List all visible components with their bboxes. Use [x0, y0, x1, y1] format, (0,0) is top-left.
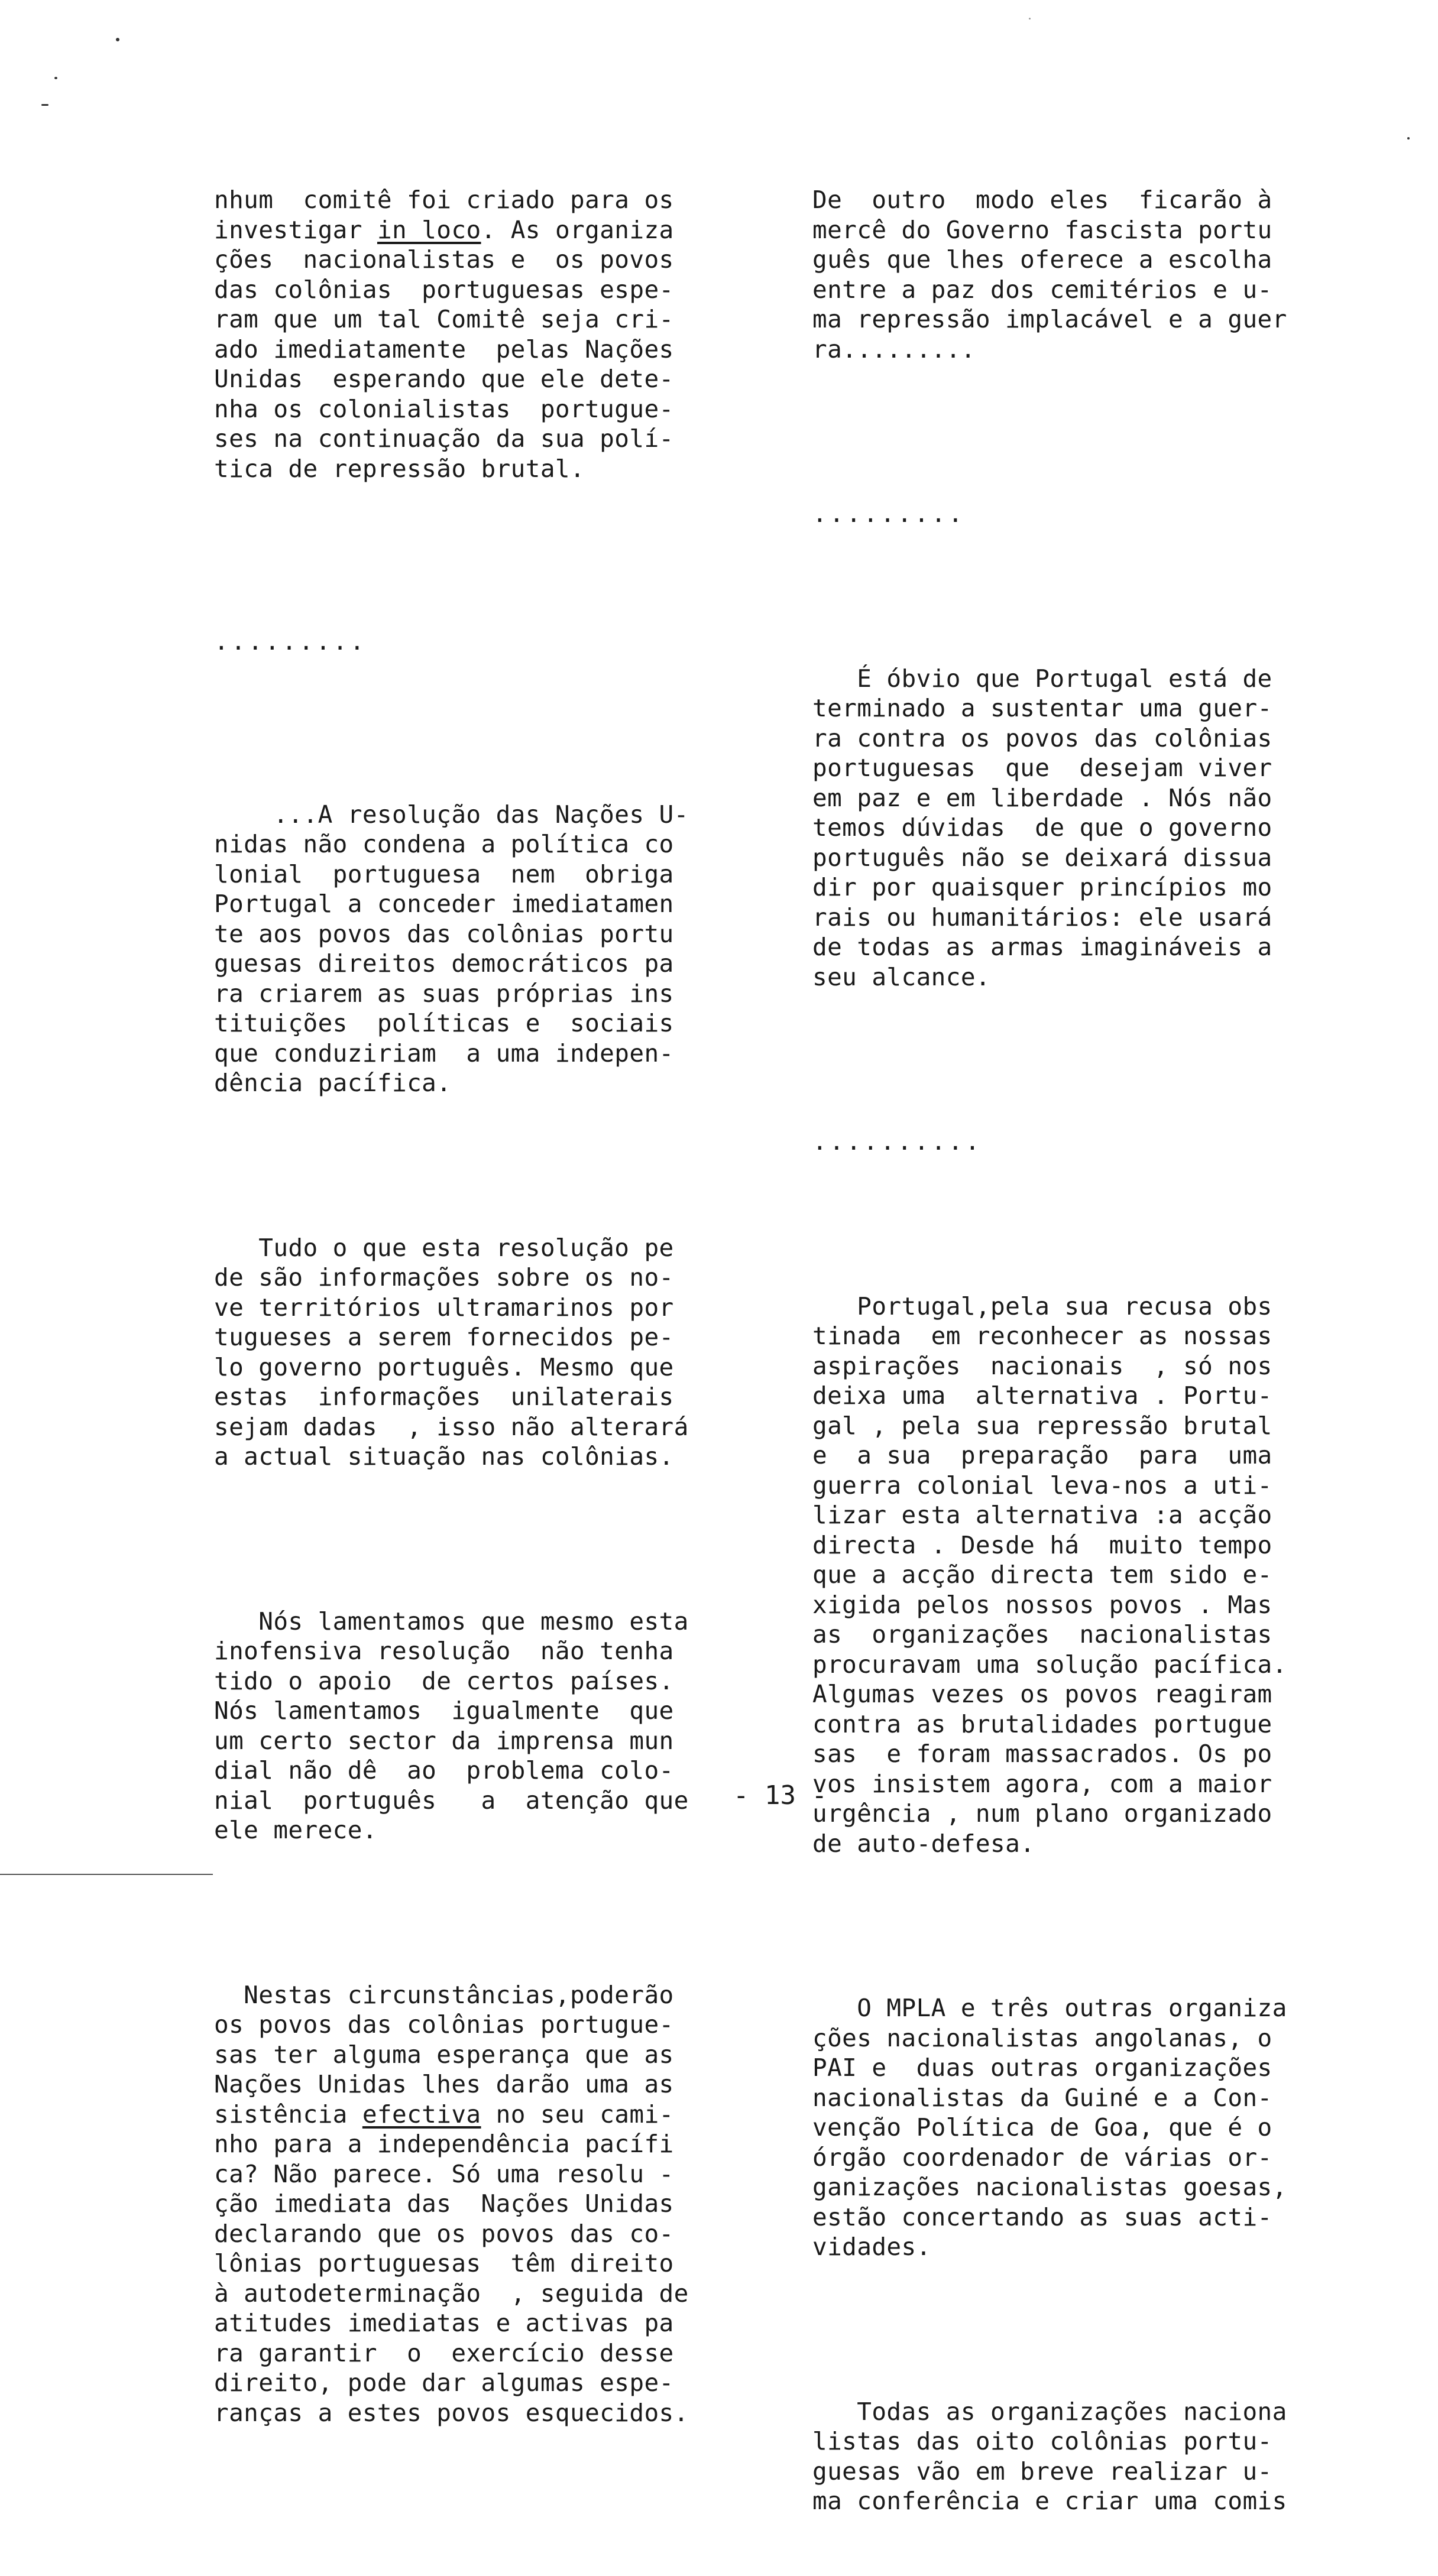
right-paragraph-3 [812, 1292, 1374, 1859]
text-line: ca? Não parece. Só uma resolu - [214, 2159, 674, 2188]
left-paragraph-5 [214, 1980, 776, 2428]
text-line: te aos povos das colônias portu [214, 919, 674, 948]
text-line: as organizações nacionalistas [812, 1620, 1272, 1649]
text-line: os povos das colônias portugue- [214, 2010, 674, 2039]
text-line: de auto-defesa. [812, 1829, 1035, 1858]
text-line: à autodeterminação , seguida de [214, 2279, 689, 2308]
text-line: rais ou humanitários: ele usará [812, 903, 1272, 932]
text-line: estas informações unilaterais [214, 1383, 674, 1411]
scan-speck [1029, 18, 1031, 20]
text-line: ções nacionalistas e os povos [214, 245, 674, 274]
underlined-term: efectiva [362, 2100, 481, 2129]
text-line: nhum comitê foi criado para os [214, 186, 674, 214]
text-line: das colônias portuguesas espe- [214, 275, 674, 304]
text-line: urgência , num plano organizado [812, 1799, 1272, 1828]
text-line: ganizações nacionalistas goesas, [812, 2173, 1287, 2201]
left-column [214, 125, 776, 2487]
ellipsis-separator: ......... [812, 499, 966, 528]
text-line: vidades. [812, 2233, 931, 2261]
underlined-term: in loco [377, 215, 481, 244]
text-line: ...A resolução das Nações U- [214, 800, 689, 829]
text-line: estão concertando as suas acti- [812, 2202, 1272, 2231]
text-line: Unidas esperando que ele dete- [214, 365, 674, 393]
text-line: tinada em reconhecer as nossas [812, 1322, 1272, 1350]
text-line: tido o apoio de certos países. [214, 1666, 674, 1695]
text-line: que conduziriam a uma indepen- [214, 1039, 674, 1068]
right-paragraph-2 [812, 664, 1374, 992]
text-line: lo governo português. Mesmo que [214, 1352, 674, 1381]
text-line: tica de repressão brutal. [214, 454, 585, 483]
left-paragraph-2 [214, 800, 776, 1098]
text-line: atitudes imediatas e activas pa [214, 2309, 674, 2337]
text-line: sejam dadas , isso não alterará [214, 1412, 689, 1441]
scan-edge-line [0, 1874, 213, 1875]
text-line: nidas não condena a política co [214, 830, 674, 858]
page-number: - 13 - [733, 1780, 827, 1811]
text-line: venção Política de Goa, que é o [812, 2113, 1272, 2142]
text-line: contra as brutalidades portugue [812, 1709, 1272, 1738]
text-line: e a sua preparação para uma [812, 1441, 1272, 1469]
ellipsis-separator: ......... [214, 627, 367, 656]
text-line: lônias portuguesas têm direito [214, 2249, 674, 2277]
text-line: lonial portuguesa nem obriga [214, 859, 674, 888]
text-line: ra......... [812, 335, 976, 364]
text-line: O MPLA e três outras organiza [812, 1994, 1287, 2022]
text-line: ses na continuação da sua polí- [214, 424, 674, 453]
text-line: ção imediata das Nações Unidas [214, 2189, 674, 2218]
text-line: dência pacífica. [214, 1069, 452, 1097]
text-line: guês que lhes oferece a escolha [812, 245, 1272, 274]
text-line: ma repressão implacável e a guer [812, 305, 1287, 333]
text-line: deixa uma alternativa . Portu- [812, 1381, 1272, 1410]
text-line: aspirações nacionais , só nos [812, 1351, 1272, 1380]
text-line: guesas direitos democráticos pa [214, 949, 674, 978]
text-line: ções nacionalistas angolanas, o [812, 2023, 1272, 2052]
text-line: terminado a sustentar uma guer- [812, 694, 1272, 722]
text-line: dir por quaisquer princípios mo [812, 873, 1272, 901]
scan-speck [54, 77, 57, 79]
text-line: direito, pode dar algumas espe- [214, 2369, 674, 2397]
text-line [214, 2100, 776, 2130]
text-line: inofensiva resolução não tenha [214, 1637, 674, 1665]
text-line [214, 215, 776, 245]
text-line: xigida pelos nossos povos . Mas [812, 1590, 1272, 1619]
scan-speck [116, 38, 119, 41]
text-fragment: no seu cami- [481, 2100, 674, 2129]
text-line: tugueses a serem fornecidos pe- [214, 1323, 674, 1351]
text-line: Nações Unidas lhes darão uma as [214, 2070, 674, 2098]
text-line: sas e foram massacrados. Os po [812, 1740, 1272, 1768]
text-line: entre a paz dos cemitérios e u- [812, 275, 1272, 304]
text-line: a actual situação nas colônias. [214, 1442, 674, 1471]
scan-speck [41, 104, 48, 106]
text-line: ve territórios ultramarinos por [214, 1293, 674, 1322]
text-line: português não se deixará dissua [812, 843, 1272, 872]
text-line: Nestas circunstâncias,poderão [214, 1980, 674, 2009]
left-paragraph-4 [214, 1607, 776, 1845]
text-line: De outro modo eles ficarão à [812, 186, 1272, 214]
text-line: Portugal,pela sua recusa obs [812, 1292, 1272, 1321]
text-line: listas das oito colônias portu- [812, 2427, 1272, 2455]
text-line: portuguesas que desejam viver [812, 754, 1272, 782]
ellipsis-separator: .......... [812, 1127, 982, 1156]
text-fragment: . As organiza [481, 215, 674, 244]
text-line: um certo sector da imprensa mun [214, 1726, 674, 1755]
text-line: mercê do Governo fascista portu [812, 215, 1272, 244]
text-line: de são informações sobre os no- [214, 1263, 674, 1292]
text-line: nacionalistas da Guiné e a Con- [812, 2083, 1272, 2112]
text-line: ra criarem as suas próprias ins [214, 979, 674, 1008]
text-line: que a acção directa tem sido e- [812, 1560, 1272, 1589]
text-line: em paz e em liberdade . Nós não [812, 783, 1272, 812]
text-line: lizar esta alternativa :a acção [812, 1501, 1272, 1529]
text-line: tituições políticas e sociais [214, 1009, 674, 1037]
right-paragraph-5 [812, 2397, 1374, 2516]
text-line: PAI e duas outras organizações [812, 2053, 1272, 2082]
text-line: sas ter alguma esperança que as [214, 2040, 674, 2069]
left-paragraph-3 [214, 1233, 776, 1472]
text-line: guesas vão em breve realizar u- [812, 2457, 1272, 2486]
text-line: Algumas vezes os povos reagiram [812, 1680, 1272, 1708]
text-fragment: sistência [214, 2100, 362, 2129]
text-line: temos dúvidas de que o governo [812, 813, 1272, 842]
text-line: dial não dê ao problema colo- [214, 1756, 674, 1785]
text-line: ram que um tal Comitê seja cri- [214, 305, 674, 333]
text-line: nha os colonialistas portugue- [214, 394, 674, 423]
right-paragraph-1 [812, 185, 1374, 364]
right-paragraph-4 [812, 1993, 1374, 2262]
text-line: gal , pela sua repressão brutal [812, 1411, 1272, 1440]
text-line: É óbvio que Portugal está de [812, 664, 1272, 693]
scan-speck [1407, 137, 1410, 139]
text-line: guerra colonial leva-nos a uti- [812, 1471, 1272, 1500]
text-line: ra garantir o exercício desse [214, 2338, 674, 2367]
text-line: nho para a independência pacífi [214, 2130, 674, 2158]
text-line: seu alcance. [812, 962, 991, 991]
left-paragraph-1 [214, 185, 776, 484]
text-line: Todas as organizações naciona [812, 2397, 1287, 2426]
text-line: ele merece. [214, 1816, 377, 1844]
text-line: nial português a atenção que [214, 1786, 689, 1815]
text-line: directa . Desde há muito tempo [812, 1530, 1272, 1559]
text-line: órgão coordenador de várias or- [812, 2143, 1272, 2172]
right-column [812, 125, 1374, 2576]
text-line: vos insistem agora, com a maior [812, 1769, 1272, 1798]
text-line: Tudo o que esta resolução pe [214, 1233, 674, 1262]
text-line: ado imediatamente pelas Nações [214, 335, 674, 364]
text-line: ranças a estes povos esquecidos. [214, 2398, 689, 2427]
text-line: declarando que os povos das co- [214, 2219, 674, 2248]
text-line: Portugal a conceder imediatamen [214, 890, 674, 918]
text-line: procuravam uma solução pacífica. [812, 1650, 1287, 1679]
text-line: ma conferência e criar uma comis [812, 2487, 1287, 2515]
text-line: Nós lamentamos igualmente que [214, 1696, 674, 1725]
text-line: Nós lamentamos que mesmo esta [214, 1607, 689, 1636]
text-fragment: investigar [214, 215, 377, 244]
text-line: de todas as armas imagináveis a [812, 933, 1272, 961]
text-line: ra contra os povos das colônias [812, 724, 1272, 752]
